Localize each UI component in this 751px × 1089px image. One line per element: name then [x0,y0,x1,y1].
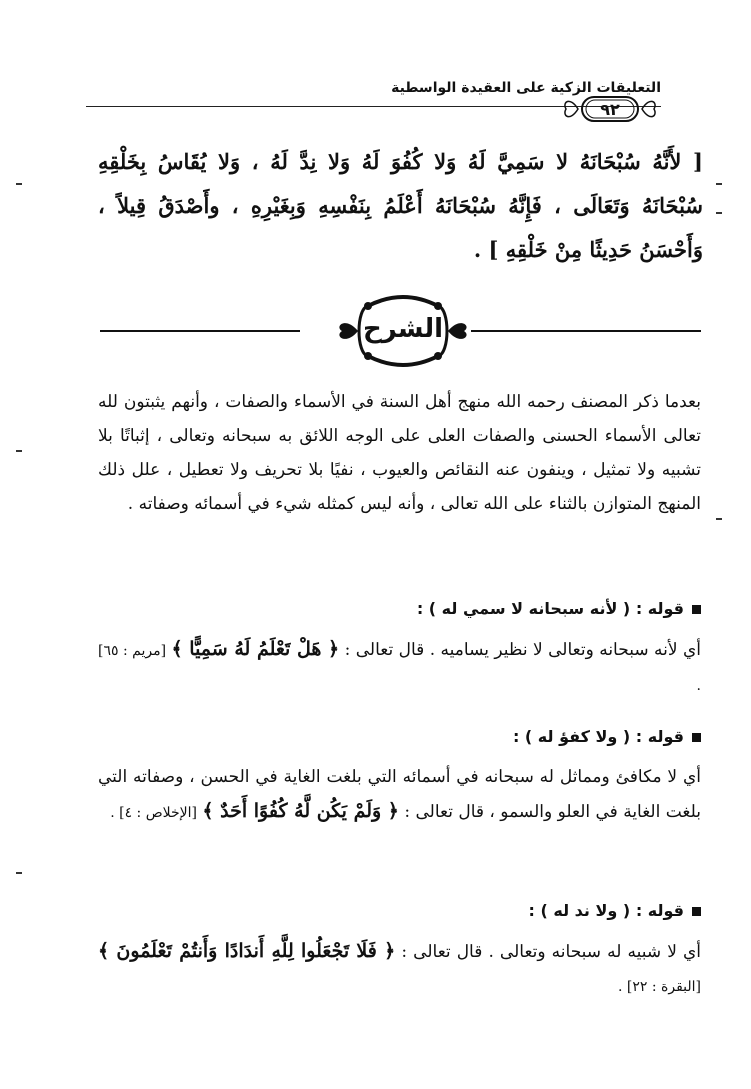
ayah-text: ﴿ فَلَا تَجْعَلُوا لِلَّهِ أَندَادًا وَأَنتُمْ تَعْلَمُونَ ﴾ [98,940,396,962]
margin-mark [716,518,722,520]
page-number-badge [560,92,660,126]
sharh-badge [328,286,478,376]
bullet-square-icon [692,907,701,916]
margin-mark [16,183,22,185]
commentary-section-2 [98,720,701,830]
explanation-text: أي لا مكافئ ومماثل له سبحانه في أسمائه التي بلغت الغاية في الحسن ، وصفاته التي بلغت الغاية في العلو والسمو ، قال تعالى : [98,767,701,822]
ayah-reference: [البقرة : ٢٢] . [617,979,701,995]
page-number: ٩٢ [600,99,620,119]
explanation [98,760,701,830]
bullet-square-icon [692,733,701,742]
margin-mark [716,212,722,214]
commentary-section-3 [98,894,701,1004]
explanation [98,632,701,703]
margin-mark [16,450,22,452]
heading-rule-left [100,330,300,332]
bullet-square-icon [692,605,701,614]
qawl-text: قوله : ( ولا ند له ) : [528,901,684,920]
commentary-section-1 [98,592,701,703]
margin-mark [716,183,722,185]
ayah-reference: [مريم : ٦٥] . [98,643,701,694]
matn-text: [ لأَنَّهُ سُبْحَانَهُ لا سَمِيَّ لَهُ وَلا كُفُوَ لَهُ وَلا نِدَّ لَهُ ، وَلا يُقَاسُ بِخَلْقِهِ سُبْحَانَهُ وَتَعَالَى ، فَإِنَّهُ سُبْحَانَهُ أَعْلَمُ بِنَفْسِهِ وَبِغَيْرِهِ ، وأَصْدَقُ قِيلاً ، وَأَحْسَنُ حَدِيثًا مِنْ خَلْقِهِ ] . [98,149,703,262]
qawl-heading [98,720,701,754]
ayah-text: ﴿ وَلَمْ يَكُن لَّهُ كُفُوًا أَحَدٌ ﴾ [202,800,399,822]
heading-rule-right [471,330,701,332]
ayah-reference: [الإخلاص : ٤] . [110,805,197,821]
explanation [98,934,701,1004]
explanation-text: أي لأنه سبحانه وتعالى لا نظير يساميه . قال تعالى : [344,640,702,660]
sharh-heading: الشرح [362,314,444,344]
qawl-heading [98,592,701,626]
qawl-heading [98,894,701,928]
intro-paragraph: بعدما ذكر المصنف رحمه الله منهج أهل السنة في الأسماء والصفات ، وأنهم يثبتون لله تعالى الأسماء الحسنى والصفات العلى على الوجه اللائق به سبحانه وتعالى ، إثباتًا بلا تشبيه ولا تمثيل ، وينفون عنه النقائص والعيوب ، نفيًا بلا تحريف ولا تعطيل ، علل ذلك المنهج المتوازن بالثناء على الله تعالى ، وأنه ليس كمثله شيء في أسمائه وصفاته . [98,392,701,514]
margin-mark [16,872,22,874]
sharh-heading-row [100,286,701,376]
ayah-text: ﴿ هَلْ تَعْلَمُ لَهُ سَمِيًّا ﴾ [171,638,340,660]
running-title: التعليقات الزكية على العقيدة الواسطية [391,80,661,96]
qawl-text: قوله : ( ولا كفؤ له ) : [512,727,684,746]
qawl-text: قوله : ( لأنه سبحانه لا سمي له ) : [416,599,684,618]
explanation-text: أي لا شبيه له سبحانه وتعالى . قال تعالى : [401,942,701,962]
